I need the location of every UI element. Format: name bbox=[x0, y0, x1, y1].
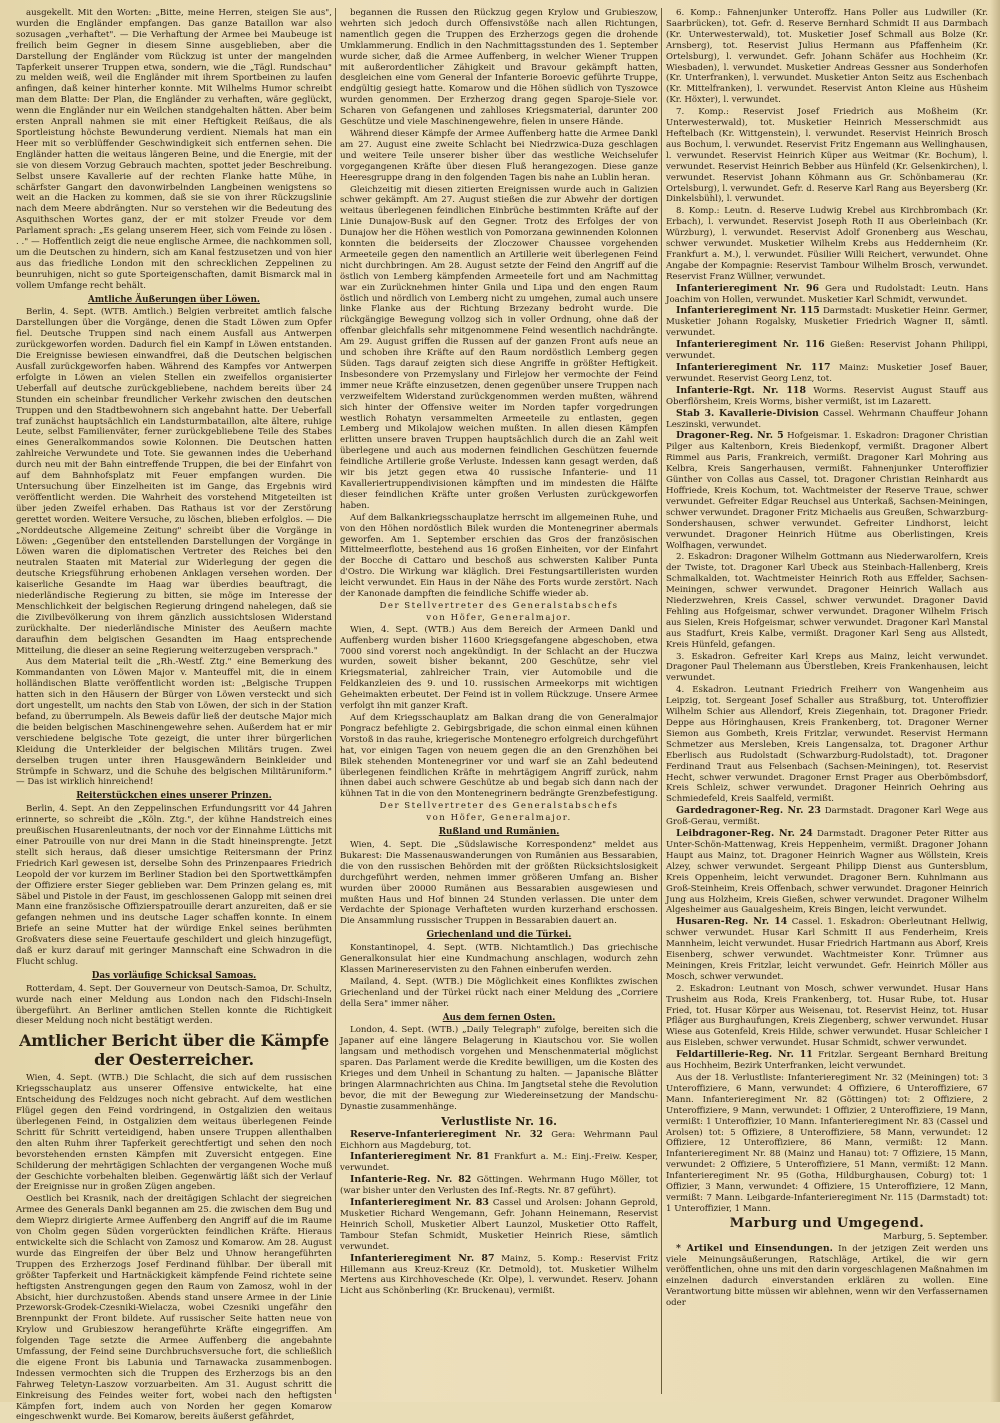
page-edge-shadow bbox=[990, 0, 1000, 1402]
article-paragraph: Oestlich bei Krasnik, nach der dreitägigen Schlacht der siegreichen Armee des Generals Dankl begannen am 25. die zwischen dem Bug und dem Wieprz dirigierte Armee Auffenberg den Angriff auf die im Raume von Cholm gegen Süden vorgerückten feindlichen Kräfte. Hieraus entwickelte sich die Schlacht von Zamosz und Komarow. Am 28. August wurde das Eingreifen der über Belz und Uhnow herangeführten Truppen des Erzherzogs Josef Ferdinand fühlbar. Der überall mit größter Tapferkeit und Hartnäckigkeit kämpfende Feind richtete seine heftigsten Anstrengungen gegen den Raum von Zamosz, wohl in der Absicht, hier durchzustoßen. Abends stand unsere Armee in der Linie Przeworsk-Grodek-Czesniki-Wielacza, wobei Czesniki ungefähr den Brennpunkt der Front bildete. Auf russischer Seite hatten neue von Krylow und Grubieszow herangeführte Kräfte eingegriffen. Am folgenden Tage setzte die Armee Auffenberg die angebahnte Umfassung, der Feind seine Durchbruchsversuche fort, die schließlich die eigene Front bis Labunia und Tarnawacka zusammenbogen. Indessen vermochten sich die Truppen des Erzherzogs bis an den Fahrweg Teletyn-Laszow vorzuarbeiten. Am 31. August schritt die Einkreisung des Feindes weiter fort, wobei nach den heftigsten Kämpfen fort, indem auch von Norden her gegen Komarow eingeschwenkt wurde. Bei Komarow, bereits äußerst gefährdet, bbox=[16, 1194, 332, 1423]
casualty-list-title: Verlustliste Nr. 16. bbox=[441, 1114, 557, 1128]
casualty-entry bbox=[666, 829, 988, 916]
article-paragraph: Rotterdam, 4. Sept. Der Gouverneur von Deutsch-Samoa, Dr. Schultz, wurde nach einer Meldung aus London nach den Fidschi-Inseln übergeführt. An Berliner amtlichen Stellen konnte die Richtigkeit dieser Meldung noch nicht bestätigt werden. bbox=[16, 983, 332, 1027]
casualty-paragraph: 4. Eskadron. Leutnant Friedrich Freiherr von Wangenheim aus Leipzig, tot. Sergeant Josef Schaller aus Straßburg, tot. Unteroffizier Wilhelm Schier aus Allendorf, Kreis Ziegenhain, tot. Dragoner Friedr. Deppe aus Höringhausen, Kreis Frankenberg, tot. Dragoner Werner Siemon aus Gombeth, Kreis Fritzlar, verwundet. Reservist Hermann Schmetzer aus Mersleben, Kreis Langensalza, tot. Dragoner Arthur Eberlisch aus Rudolstadt (Schwarzburg-Rudolstadt), tot. Dragoner Ferdinand Traut aus Felsenbach (Sachsen-Meiningen), tot. Reservist Hecht, schwer verwundet. Dragoner Ernst Prager aus Oberbömbsdorf, Kreis Schleiz, schwer verwundet. Dragoner Heinrich Oehring aus Schmiedefeld, Kreis Saalfeld, vermißt. bbox=[666, 685, 988, 805]
regiment-name: Stab 3. Kavallerie-Division bbox=[676, 407, 819, 419]
casualty-entry bbox=[666, 306, 988, 339]
article-paragraph: Berlin, 4. Sept. (WTB. Amtlich.) Belgien verbreitet amtlich falsche Darstellungen über die Vorgänge, denen die Stadt Löwen zum Opfer fiel. Deutsche Truppen sind nach einem Ausfall aus Antwerpen zurückgeworfen worden. Dadurch fiel ein Kampf in Löwen entstanden. Die Ereignisse bewiesen einwandfrei, daß die Deutschen belgischen Ausfall zurückgeworfen haben. Während des Kampfes vor Antwerpen erfolgte in Löwen an vielen Stellen ein zweifellos organisierter Ueberfall auf deutsche zurückgebliebene, nachdem bereits über 24 Stunden ein scheinbar freundlicher Verkehr zwischen den deutschen Truppen und den Stadtbewohnern sich angebahnt hatte. Der Ueberfall traf zunächst hauptsächlich ein Landsturmbataillon, alte ältere, ruhige Leute, selbst Familienväter, ferner zurückgebliebene Teile des Stabes eines Generalkommandos sowie Kolonnen. Die Deutschen hatten zahlreiche Verwundete und Tote. Sie gewannen indes die Ueberhand durch neu mit der Bahn eintreffende Truppen, die bei der Einfahrt von auf dem Bahnhofsplatz mit Feuer empfangen wurden. Die Untersuchung über Einzelheiten ist im Gange, das Ergebnis wird veröffentlicht werden. Die Wahrheit des vorstehend Mitgeteilten ist über jeden Zweifel erhaben. Das Rathaus ist vor der Zerstörung gerettet worden. Weitere Versuche, zu löschen, blieben erfolglos. — Die „Norddeutsche Allgemeine Zeitung" schreibt über die Vorgänge in Löwen: „Gegenüber den entstellenden Darstellungen der Vorgänge in Löwen waren die diplomatischen Vertreter des Reiches bei den neutralen Staaten mit Material zur Widerlegung der gegen die deutsche Kriegsführung erhobenen Anklagen versehen worden. Der kaiserliche Gesandte im Haag war überdies beauftragt, die niederländische Regierung zu bitten, sie möge im Interesse der Menschlichkeit der belgischen Regierung dringend nahelegen, daß sie die Zivilbevölkerung von ihrem gänzlich aussichtslosen Widerstand zurückhalte. Der niederländische Minister des Aeußern machte daraufhin dem belgischen Gesandten im Haag entsprechende Mitteilung, die dieser an seine Regierung weiterzugeben versprach." bbox=[16, 307, 332, 656]
signature-name: von Höfer, Generalmajor. bbox=[426, 612, 572, 623]
entry-text: Hofgeismar. 1. Eskadron: Dragoner Christian Pilger aus Kaltenborn, Kreis Biedenkopf, vermißt. Dragoner Albert Rimmel aus Paris, Frankreich, vermißt. Dragoner Karl Mohring aus Kelbra, Kreis Sangerhausen, vermißt. Fahnenjunker Unteroffizier Günther von Collas aus Cassel, tot. Dragoner Christian Reinhardt aus Hoffriede, Kreis Kochum, tot. Wachtmeister der Reserve Traue, schwer verwundet. Gefreiter Edgar Reuchsel aus Unterkaß, Sachsen-Meiningen, schwer verwundet. Dragoner Fritz Michaelis aus Greußen, Schwarzburg-Sondershausen, schwer verwundet. Gefreiter Lindhorst, leicht verwundet. Dragoner Heinrich Hütme aus Oberlistingen, Kreis Wolfhagen, verwundet. bbox=[666, 431, 988, 551]
entry-text: Frankfurt a. M.: Einj.-Freiw. Kesper, verwundet. bbox=[340, 1152, 658, 1174]
casualty-entry bbox=[340, 1254, 658, 1298]
casualty-paragraph: 2. Eskadron: Dragoner Wilhelm Gottmann aus Niederwarolfern, Kreis der Twiste, tot. Dragoner Karl Ubeck aus Steinbach-Hallenberg, Kreis Schmalkalden, tot. Wachtmeister Heinrich Roth aus Effelder, Sachsen-Meiningen, schwer verwundet. Dragoner Heinrich Wallach aus Niederzwehren, Kreis Cassel, schwer verwundet. Dragoner David Fehling aus Hofgeismar, schwer verwundet. Dragoner Wilhelm Frisch aus Sielen, Kreis Hofgeismar, schwer verwundet. Dragoner Karl Manstal aus Stadfurt, Kreis Kalbe, vermißt. Dragoner Karl Seng aus Allstedt, Kreis Hünfeld, gefangen. bbox=[666, 552, 988, 650]
column-divider bbox=[661, 8, 662, 1394]
casualty-paragraph: 8. Komp.: Leutn. d. Reserve Ludwig Krebel aus Kirchbrombach (Kr. Erbach), l. verwundet. Reservist Joseph Roth II aus Oberleinbach (Kr. Würzburg), l. verwundet. Reservist Adolf Gronenberg aus Weschau, schwer verwundet. Musketier Wilhelm Krebs aus Heddernheim (Kr. Frankfurt a. M.), l. verwundet. Füsilier Willi Reichert, verwundet. Ohne Angabe der Kompagnie: Reservist Tambour Wilhelm Brosch, verwundet. Reservist Franz Wüllner, verwundet. bbox=[666, 206, 988, 282]
article-paragraph: Auf dem Balkankriegsschauplatze herrscht im allgemeinen Ruhe, und von den Höhen nordöstlich Bilek wurden die Montenegriner abermals geworfen. Am 1. September erschien das Gros der französischen Mittelmeerflotte, bestehend aus 16 großen Einheiten, vor der Einfahrt der Bocche di Cattaro und beschoß aus schwersten Kaliber Punta d'Ostro. Die Wirkung war kläglich. Drei Festungsartilleristen wurden leicht verwundet. Ein Haus in der Nähe des Forts wurde zerstört. Nach der Kanonade dampften die feindliche Schiffe wieder ab. bbox=[340, 512, 658, 600]
casualty-paragraph: 2. Eskadron: Leutnant von Mosch, schwer verwundet. Husar Hans Trusheim aus Roda, Kreis Frankenberg, tot. Husar Rube, tot. Husar Fried, tot. Husar Körper aus Weisenau, tot. Reservist Heinz, tot. Husar Pfläger aus Burghaufungen, Kreis Ziegenberg, schwer verwundet. Husar Wiese aus Gotenfeld, Kreis Hilde, schwer verwundet. Husar Schleicher I aus Eisleben, schwer verwundet. Husar Schmidt, schwer verwundet. bbox=[666, 983, 988, 1049]
entry-text: Cassel. 1. Eskadron: Oberleutnant Hellwig, schwer verwundet. Husar Karl Schmitt II aus Fenderheim, Kreis Mannheim, leicht verwundet. Husar Friedrich Hartmann aus Aborf, Kreis Eisenberg, schwer verwundet. Wachtmeister Konr. Trümner aus Meiningen, Kreis Fritzlar, leicht verwundet. Gefr. Heinrich Möller aus Mosch, schwer verwundet. bbox=[666, 917, 989, 982]
section-heading: Griechenland und die Türkei. bbox=[426, 930, 572, 941]
column-3 bbox=[666, 8, 988, 1394]
article-paragraph: Wien, 4. Sept. (WTB.) Aus dem Bereich der Armeen Dankl und Auffenberg wurden bisher 11600 Kriegsgefangene abgeschoben, etwa 7000 sind vorerst noch angekündigt. In der Schlacht an der Huczwa wurden, soweit bisher bekannt, 200 Geschütze, sehr viel Kriegsmaterial, zahlreicher Train, vier Automobile und die Feldkanzleien des 9. und 10. russischen Armeekorps mit wichtigen Geheimakten erbeutet. Der Feind ist in vollem Rückzuge. Unsere Armee verfolgt ihn mit ganzer Kraft. bbox=[340, 624, 658, 712]
casualty-summary: Aus der 18. Verlustliste: Infanterieregiment Nr. 32 (Meiningen) tot: 3 Unteroffiziere, 6 Mann, verwundet: 4 Offiziere, 6 Unteroffiziere, 67 Mann. Infanterieregiment Nr. 82 (Göttingen) tot: 2 Offiziere, 2 Unteroffiziere, 9 Mann, verwundet: 1 Offizier, 2 Unteroffiziere, 19 Mann, vermißt: 1 Unteroffizier, 10 Mann. Infanterieregiment Nr. 83 (Cassel und Arolsen) tot: 5 Offiziere, 8 Unteroffiziere, 58 Mann, verwundet: 12 Offiziere, 12 Unteroffiziere, 86 Mann, vermißt: 12 Mann. Infanterieregiment Nr. 88 (Mainz und Hanau) tot: 7 Offiziere, 15 Mann, verwundet: 2 Offiziere, 5 Unteroffiziere, 51 Mann, vermißt: 12 Mann. Infanterieregiment Nr. 95 (Gotha, Hildburghausen, Coburg) tot: 1 Offizier, 3 Mann, verwundet: 4 Offiziere, 15 Unteroffiziere, 12 Mann, vermißt: 7 Mann. Leibgarde-Infanterieregiment Nr. 115 (Darmstadt) tot: 1 Unteroffizier, 1 Mann. bbox=[666, 1073, 988, 1214]
casualty-paragraph: 3. Eskadron. Gefreiter Karl Kreps aus Mainz, leicht verwundet. Dragoner Paul Thelemann aus Überstleben, Kreis Frankenhausen, leicht verwundet. bbox=[666, 651, 988, 684]
article-paragraph: Wien, 4. Sept. Die „Südslawische Korrespondenz" meldet aus Bukarest: Die Massenauswanderungen von Rumänien aus Bessarabien, die von den russischen Behörden mit der größten Rücksichtslosigkeit durchgeführt werden, nehmen immer größeren Umfang an. Bisher wurden über 20000 Rumänen aus Bessarabien ausgewiesen und mußten Haus und Hof binnen 24 Stunden verlassen. Die unter dem Verdachte der Spionage Verhafteten wurden kurzerhand erschossen. Die Ansammlung russischer Truppen in Bessarabien dauert an. bbox=[340, 839, 658, 927]
section-heading: Rußland und Rumänien. bbox=[438, 827, 560, 838]
regiment-name: Infanterieregiment Nr. 81 bbox=[350, 1151, 490, 1163]
entry-text: Cassel und Arolsen: Johann Geprold, Musketier Richard Wengemann, Gefr. Johann Heinemann, Reservist Heinrich Scholl, Musketier Albert Launzol, Musketier Otto Raffelt, Tambour Stefan Schmidt, Musketier Heinrich Riese, sämtlich verwundet. bbox=[340, 1198, 659, 1252]
dateline: Marburg, 5. September. bbox=[883, 1231, 988, 1242]
casualty-entry bbox=[666, 386, 988, 408]
regiment-name: Infanterieregiment Nr. 115 bbox=[676, 305, 820, 317]
entry-text: Mainz, 5. Komp.: Reservist Fritz Hillemann aus Kreuz-Kreuz (Kr. Detmold), tot. Musketier Wilhelm Mertens aus Kirchhoveschede (Kr. Olpe), l. verwundet. Reserv. Johann Licht aus Schönberling (Kr. Bruckenau), vermißt. bbox=[340, 1253, 658, 1297]
entry-text: Gießen: Reservist Johann Philippi, verwundet. bbox=[666, 340, 989, 362]
regiment-name: Infanterie-Rgt. Nr. 118 bbox=[676, 384, 806, 396]
local-section-title: Marburg und Umgegend. bbox=[729, 1215, 925, 1231]
regiment-name: Infanterieregiment Nr. 116 bbox=[676, 339, 825, 351]
entry-text: Darmstadt: Musketier Heinr. Germer, Musketier Johann Rogalsky, Musketier Friedrich Wagner II, sämtl. verwundet. bbox=[666, 306, 988, 339]
regiment-name: Infanterieregiment Nr. 83 bbox=[350, 1197, 489, 1209]
column-1 bbox=[16, 8, 332, 1423]
article-paragraph: begannen die Russen den Rückzug gegen Krylow und Grubieszow, wehrten sich jedoch durch Offensivstöße nach allen Richtungen, namentlich gegen die Truppen des Erzherzogs gegen die drohende Umklammerung. Endlich in den Nachmittagsstunden des 1. September wurde sicher, daß die Armee Auffenberg, in welcher Wiener Truppen mit außerordentlicher Zähigkeit und Bravour gekämpft hatten, desgleichen eine vom General der Infanterie Boroevic geführte Truppe, endgültig gesiegt hatte. Komarow und die Höhen südlich von Tyszowce wurden genommen. Der Erzherzog drang gegen Sparoje-Siele vor. Scharen von Gefangenen und zahlloses Kriegsmaterial, darunter 200 Geschütze und viele Maschinengewehre, fielen in unsere Hände. bbox=[340, 8, 658, 128]
casualty-entry bbox=[340, 1130, 658, 1152]
casualty-entry bbox=[666, 363, 988, 385]
regiment-name: Gardedragoner-Reg. Nr. 23 bbox=[676, 805, 821, 817]
article-paragraph: Gleichzeitig mit diesen zitierten Ereignissen wurde auch in Galizien schwer gekämpft. Am 27. August stießen die zur Abwehr der dortigen weitaus überlegenen feindlichen Einbrüche bestimmten Kräfte auf der Linie Dunajow-Busk auf den Gegner. Trotz des Erfolges der von Dunajow her die Höhen westlich von Pomorzana gewinnenden Kolonnen konnten die beiderseits der Zloczower Chaussee vorgehenden Armeeteile gegen den namentlich an Artillerie weit überlegenen Feind nicht durchbringen. Am 28. August setzte der Feind den Angriff auf die östlich von Lemberg kämpfenden Armeeteile fort und am Nachmittag war ein Zurücknehmen hinter Gnila und Lipa und den engen Raum östlich und nördlich von Lemberg nicht zu umgehen, zumal auch unsere linke Flanke aus der Richtung Brzezany bedroht wurde. Die rückgängige Bewegung vollzog sich in voller Ordnung, ohne daß der offenbar gleichfalls sehr mitgenommene Feind wesentlich nachdrängte. Am 29. August griffen die Russen auf der ganzen Front aufs neue an und schoben ihre Kräfte auf den Raum nordöstlich Lemberg gegen Süden. Tags darauf zeigten sich diese Angriffe in größter Heftigkeit. Insbesondere von Przemyslany und Firlejow her vermochte der Feind immer neue Kräfte einzusetzen, denen gegenüber unsere Truppen nach verzweifeltem Widerstand zurückgenommen werden mußten, während sich hinter der Offensive weiter im Norden tapfer vorgedrungen westlich Rohatyn versammelten Armeeteile zu entlasten, gegen Lemberg und Mikolajow weichen mußten. In allen diesen Kämpfen erlitten unsere braven Truppen hauptsächlich durch die an Zahl weit überlegene und auch aus modernen feindlichen Geschützen feuernde feindliche Artillerie große Verluste. Indessen kann gesagt werden, daß wir bis jetzt gegen etwa 40 russische Infanterie- und 11 Kavalleriertruppendivisionen kämpften und im mindesten die Hälfte dieser feindlichen Kräfte unter großen Verlusten zurückgeworfen haben. bbox=[340, 184, 658, 511]
casualty-paragraph: 6. Komp.: Fahnenjunker Unteroffz. Hans Poller aus Ludwiller (Kr. Saarbrücken), tot. Gefr. d. Reserve Bernhard Schmidt II aus Darmbach (Kr. Unterwesterwald), tot. Musketier Josef Schmall aus Bolze (Kr. Arnsberg), tot. Reservist Julius Hermann aus Pfaffenheim (Kr. Ortelsburg), l. verwundet. Gefr. Johann Schäfer aus Hochheim (Kr. Wiesbaden), l. verwundet. Musketier Andreas Gessner aus Sonderhofen (Kr. Unterfranken), l. verwundet. Musketier Anton Seitz aus Eschenbach (Kr. Mittelfranken), l. verwundet. Reservist Anton Kleine aus Hüsheim (Kr. Höxter), l. verwundet. bbox=[666, 8, 988, 106]
regiment-name: Feldartillerie-Reg. Nr. 11 bbox=[676, 1049, 813, 1061]
section-heading: Das vorläufige Schicksal Samoas. bbox=[91, 970, 257, 981]
casualty-paragraph: 7. Komp.: Reservist Josef Friedrich aus Moßheim (Kr. Unterwesterwald), tot. Musketier Heinrich Messerschmidt aus Heftelbach (Kr. Wittgenstein), l. verwundet. Reservist Heinrich Brosch aus Bochum, l. verwundet. Reservist Fritz Engemann aus Wellinghausen, l. verwundet. Reservist Heinrich Küper aus Weitmar (Kr. Bochum), l. verwundet. Reservist Heinrich Bebber aus Hünfeld (Kr. Gelsenkirchen), l. verwundet. Reservist Johann Köhmann aus Gr. Schönbamerau (Kr. Ortelsburg), l. verwundet. Gefr. d. Reserve Karl Rang aus Beyersberg (Kr. Dinkelsbühl), l. verwundet. bbox=[666, 107, 989, 205]
regiment-name: Infanterieregiment Nr. 96 bbox=[676, 282, 820, 294]
section-heading: Aus dem fernen Osten. bbox=[442, 1012, 556, 1023]
casualty-entry bbox=[666, 409, 988, 431]
entry-text: Fritzlar. Sergeant Bernhard Breitung aus Hochheim, Bezirk Unterfranken, leicht verwundet. bbox=[666, 1050, 988, 1072]
entry-text: Darmstadt. Dragoner Karl Wege aus Groß-Gerau, vermißt. bbox=[666, 806, 988, 828]
regiment-name: Infanterieregiment Nr. 117 bbox=[676, 362, 831, 373]
casualty-entry bbox=[340, 1175, 658, 1197]
article-paragraph: Konstantinopel, 4. Sept. (WTB. Nichtamtlich.) Das griechische Generalkonsulat hier eine Kundmachung anschlagen, wodurch zehn Klassen Marinereservisten zu den Fahnen einberufen werden. bbox=[340, 943, 658, 975]
article-paragraph: Mailand, 4. Sept. (WTB.) Die Möglichkeit eines Konfliktes zwischen Griechenland und der Türkei rückt nach einer Meldung des „Corriere della Sera" immer näher. bbox=[340, 976, 658, 1009]
regiment-name: Leibdragoner-Reg. Nr. 24 bbox=[676, 828, 813, 840]
article-paragraph: London, 4. Sept. (WTB.) „Daily Telegraph" zufolge, bereiten sich die Japaner auf eine längere Belagerung in Kiautschou vor. Sie wollen langsam und methodisch vorgehen und Menschenmaterial möglichst sparen. Das Parlament werde die Kredite bewilligen, um die Kosten des Krieges und dem Unheil in Schantung zu halten. — Japanische Blätter bringen Alarmnachrichten aus China. Im Jangtsetal stehe die Revolution bevor, die mit der Bewegung zur Wiedereinsetzung der Mandschu-Dynastie zusammenhänge. bbox=[340, 1025, 658, 1112]
article-paragraph: Wien, 4. Sept. (WTB.) Die Schlacht, die sich auf dem russischen Kriegsschauplatz aus unserer Offensive entwickelte, hat eine Entscheidung des Feldzuges noch nicht gebracht. Auf dem westlichen Flügel gegen den Feind vordringend, in Ostgalizien den weitaus überlegenen Feind, in Ostgalizien dem weitaus überlegenen Feinde Schritt für Schritt verteidigend, haben unsere Truppen allenthalben den alten Ruhm ihrer Tapferkeit gerechtfertigt und sehen den noch bevorstehenden ernsten Kämpfen mit Zuversicht entgegen. Eine Schilderung der mehrtägigen Schlachten der vergangenen Woche muß der Geschichte vorbehalten bleiben. Gegenwärtig läßt sich der Verlauf der Ereignisse nur in großen Zügen angeben. bbox=[16, 1073, 332, 1193]
casualty-entry bbox=[666, 340, 988, 362]
regiment-name: Infanterieregiment Nr. 87 bbox=[350, 1252, 495, 1264]
casualty-entry bbox=[340, 1198, 658, 1253]
entry-text: Mainz: Musketier Josef Bauer, verwundet. Reservist Georg Lenz, tot. bbox=[666, 363, 988, 384]
casualty-entry bbox=[340, 1152, 658, 1174]
article-paragraph: Während dieser Kämpfe der Armee Auffenberg hatte die Armee Dankl am 27. August eine zweite Schlacht bei Niedrzwica-Duza geschlagen und weitere Teile unserer bisher über das westliche Weichselufer vorgegangenen Kräfte über diesen Fluß herangezogen. Diese ganze Heeresgruppe drang in den folgenden Tagen bis nahe an Lublin heran. bbox=[340, 128, 658, 183]
casualty-entry bbox=[666, 917, 988, 982]
regiment-name: Infanterie-Reg. Nr. 82 bbox=[350, 1174, 472, 1186]
article-paragraph: Berlin, 4. Sept. An den Zeppelinschen Erfundungsritt vor 44 Jahren erinnerte, so schreibt die „Köln. Ztg.", der kühne Handstreich eines preußischen Husarenleutnants, der noch vor der Einnahme Lüttichs mit einer Patrouille von nur drei Mann in die Stadt hineinsprengte. Jetzt stellt sich heraus, daß dieser umsichtige Reitersmann der Prinz Friedrich Karl gewesen ist, derselbe Sohn des Prinzenpaares Friedrich Leopold der vor kurzem im Berliner Stadion bei den Sportwettkämpfen der Offiziere erster Sieger geblieben war. Dem Prinzen gelang es, mit Säbel und Pistole in der Faust, im geschlossenen Galopp mit seinen drei Mann eine französische Offizierspatrouille derart anzureiten, daß er sie gefangen nehmen und ins deutsche Lager schaffen konnte. In einem Briefe an seine Mutter hat der würdige Enkel seines berühmten Großvaters diese seine Feuertaufe geschildert und gleich hinzugefügt, daß er kurz darauf mit geringer Mannschaft eine Schwadron in die Flucht schlug. bbox=[16, 804, 332, 967]
entry-text: Gera: Wehrmann Paul Eichhorn aus Magdeburg, tot. bbox=[340, 1129, 658, 1151]
regiment-name: Dragoner-Reg. Nr. 5 bbox=[676, 430, 784, 442]
regiment-name: Husaren-Reg. Nr. 14 bbox=[676, 916, 788, 928]
article-heading: * Artikel und Einsendungen. bbox=[676, 1242, 833, 1254]
entry-text: Göttingen. Wehrmann Hugo Möller, tot (war bisher unter den Verlusten des Inf.-Regts. Nr. 87 geführt). bbox=[340, 1175, 658, 1197]
column-divider bbox=[335, 8, 336, 1394]
casualty-entry bbox=[666, 284, 988, 306]
main-headline: Amtlicher Bericht über die Kämpfe der Oesterreicher. bbox=[19, 1031, 329, 1070]
casualty-entry bbox=[666, 431, 988, 551]
entry-text: Worms. Reservist August Stauff aus Oberflörsheim, Kreis Worms, bisher vermißt, ist im Lazarett. bbox=[666, 385, 988, 407]
column-2 bbox=[340, 8, 658, 1394]
article-text: In der jetzigen Zeit werden uns viele Meinungsäußerungen, Ratschläge, Artikel, die wir gern veröffentlichen, ohne uns mit den darin vorgeschlagenen Maßnahmen im einzelnen dadurch einverstanden erklären zu wollen. Eine Verantwortung bitte müssen wir ablehnen, wenn wir den Verfassernamen oder bbox=[666, 1243, 988, 1309]
entry-text: Gera und Rudolstadt: Leutn. Hans Joachim von Hollen, verwundet. Musketier Karl Schmidt, verwundet. bbox=[666, 283, 988, 305]
signature-name: von Höfer, Generalmajor. bbox=[426, 813, 572, 824]
section-heading: Reiterstückchen eines unserer Prinzen. bbox=[76, 791, 272, 802]
signature-line: Der Stellvertreter des Generalstabschefs bbox=[379, 801, 619, 812]
article-paragraph: Auf dem Kriegsschauplatz am Balkan drang die von Generalmajor Pongracz befehligte 2. Gebirgsbrigade, die schon einmal einen kühnen Vorstoß in das rauhe, kriegerische Montenegro erfolgreich durchgeführt hat, vor einigen Tagen von neuem gegen die an den Grenzhöhen bei Bilek stehenden Montenegriner vor und warf sie an Zahl bedeutend überlegenen feindlichen Kräfte in mehrtägigem Angriff zurück, nahm ihnen dabei auch schwere Geschütze ab und begab sich dann nach der kühnen Tat in die von den Montenegrinern bedrängte Grenzbefestigung. bbox=[340, 713, 658, 800]
regiment-name: Reserve-Infanterieregiment Nr. 32 bbox=[350, 1128, 543, 1140]
casualty-entry bbox=[666, 1050, 988, 1072]
section-heading: Amtliche Äußerungen über Löwen. bbox=[88, 294, 260, 305]
casualty-entry bbox=[666, 806, 988, 828]
article-paragraph bbox=[666, 1244, 988, 1309]
signature-line: Der Stellvertreter des Generalstabschefs bbox=[379, 600, 619, 611]
entry-text: Darmstadt. Dragoner Peter Ritter aus Unter-Schön-Mattenwag, Kreis Heppenheim, vermißt. Dragoner Johann Haupt aus Mainz, tot. Dragoner Heinrich Wagner aus Wöllstein, Kreis Alzey, schwer verwundet. Sergeant Philipp Dienst aus Guntersblum, Kreis Oppenheim, leicht verwundet. Dragoner Bern. Kuhnlmann aus Groß-Steinheim, Kreis Offenbach, schwer verwundet. Dragoner Heinrich Jung aus Holzheim, Kreis Gießen, schwer verwundet. Dragoner Wilhelm Algesheimer aus Gaualgesheim, Kreis Bingen, leicht verwundet. bbox=[666, 829, 988, 916]
entry-text: Cassel. Wehrmann Chauffeur Johann Leszinski, verwundet. bbox=[666, 408, 988, 430]
article-paragraph: ausgekellt. Mit den Worten: „Bitte, meine Herren, steigen Sie aus", wurden die Engländer empfangen. Das ganze Bataillon war also sozusagen „verhaftet". — Die Verhaftung der Armee bei Maubeuge ist freilich beim Gegner in diesem Sinne ausgeblieben, aber die Darstellung der Engländer vom Rückzug ist unter der mangelnden Tapferkeit unserer Truppen etwa, sondern, wie die „Tägl. Rundschau" zu melden weiß, weil die Engländer mit ihrem Sportbeinen zu laufen anfingen, daß keiner hinterher konnte. Mit Wilhelms Humor schreibt man dem Blatte: Der Plan, die Engländer zu verhaften, wäre geglückt, wenn die Engländer nur ein Weilchen standgehalten hätten. Aber beim ersten Anprall nahmen sie mit einer Heftigkeit Reißaus, die als Sportleistung höchste Bewunderung verdient. Niemals hat man ein Heer mit so verblüffender Geschwindigkeit sich entfernen sehen. Die Engländer hatten die weitaus längeren Beine, und die Energie, mit der sie von diesem Vorzug Gebrauch machten, spottet jeder Beschreibung. Selbst unsere Kavallerie auf der rechten Flanke hatte Mühe, in schärfster Gangart den davonwirbelnden Langbeinen wenigstens so weit an die Hacken zu kommen, daß sie sie von ihrer Rückzugslinie nach dem Meere abdrängten. Nur so verstehen wir die Bedeutung des Asquithschen Wortes ganz, der er mit stolzer Freude vor dem Parlament sprach: „Es gelang unserem Heer, sich vom Feinde zu lösen . . ." — Hoffentlich zeigt die neue englische Armee, die nachkommen soll, um die Deutschen zu hindern, sich am Kanal festzusetzen und von hier aus das friedliche London mit den schrecklichen Zeppelinen zu beunruhigen, nicht so gute Sporteigenschaften, damit Bismarck mal in vollem Umfange recht behält. bbox=[16, 8, 332, 291]
article-paragraph: Aus dem Material teilt die „Rh.-Westf. Ztg." eine Bemerkung des Kommandanten von Löwen Major v. Manteuffel mit, die in einem holländischen Blatte veröffentlicht worden ist: „Belgische Truppen hatten sich in den Häusern der Bürger von Löwen versteckt und sich dort ungestellt, um nachts den Stab von Löwen, der sich in der Station befand, zu überrumpeln. Als Beweis dafür ließ der deutsche Major mich die beiden belgischen Maschinengewehre sehen. Außerdem hat er mir verschiedene belgische Tote gezeigt, die unter ihrer bürgerlichen Kleidung die Unterkleider der belgischen Militärs trugen. Zwei derselben trugen unter ihren Hausgewändern Beinkleider und Strümpfe in Schwarz, und die Schuhe des belgischen Militäruniform." — Das ist wirklich hinreichend! bbox=[16, 657, 332, 788]
